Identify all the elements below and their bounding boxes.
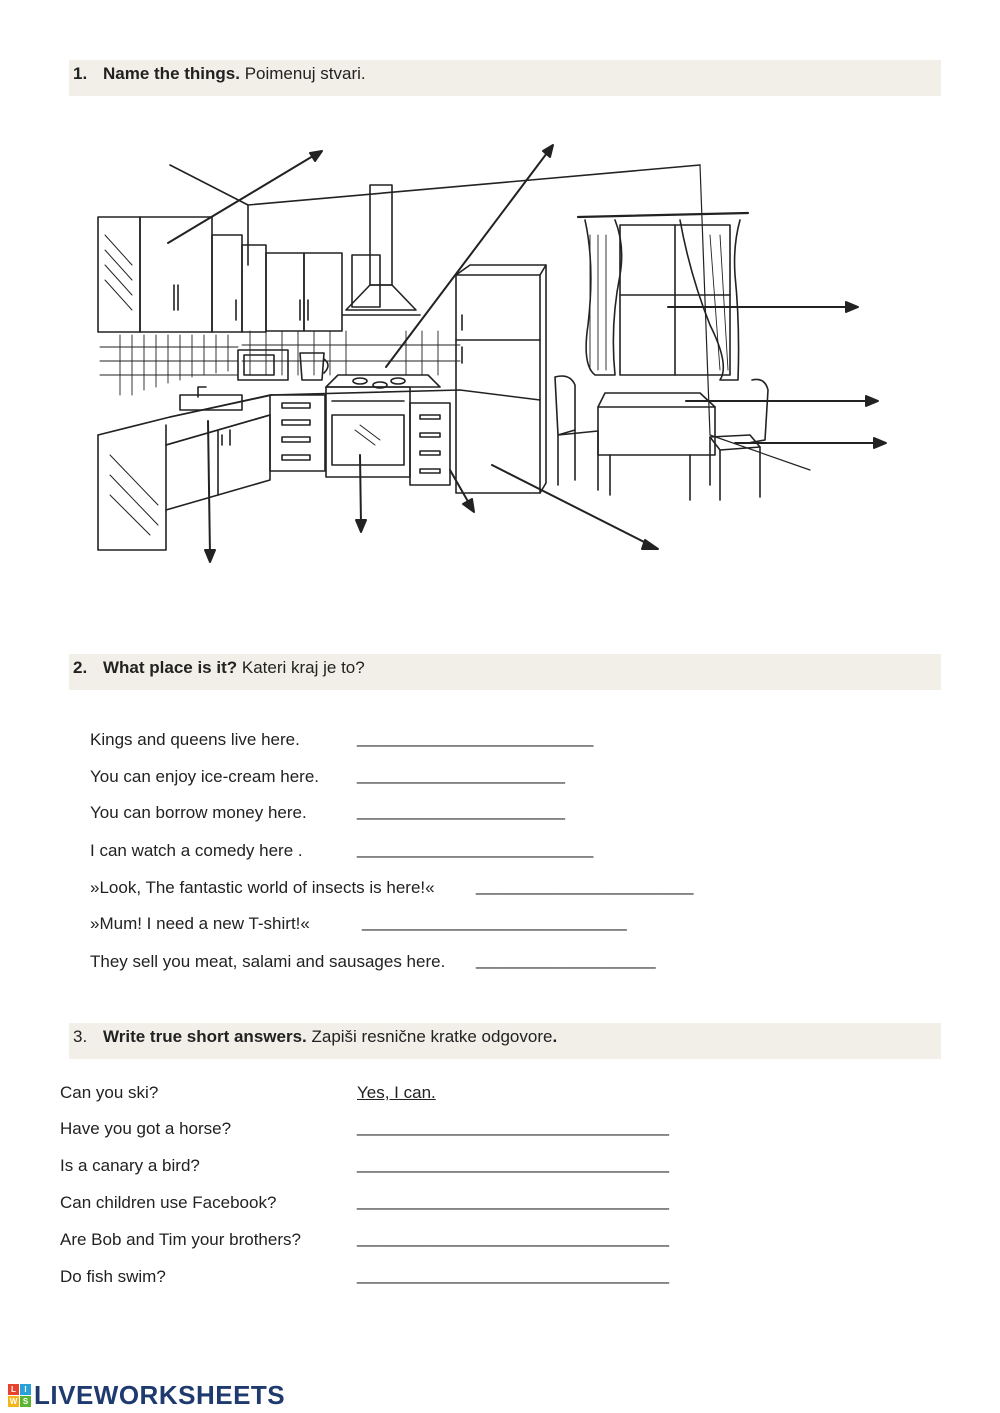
logo-tile: W	[9, 1397, 18, 1406]
window-curtains	[578, 213, 748, 380]
place-question-6: »Mum! I need a new T-shirt!«	[90, 914, 310, 933]
short-answer-5[interactable]: _________________________________	[357, 1228, 670, 1247]
short-answer-1: Yes, I can.	[357, 1083, 436, 1102]
place-question-3: You can borrow money here.	[90, 803, 307, 822]
place-answer-1[interactable]: _________________________	[357, 728, 594, 747]
place-answer-6[interactable]: ____________________________	[362, 912, 627, 931]
logo-tile: S	[20, 1396, 31, 1407]
short-question-5: Are Bob and Tim your brothers?	[60, 1230, 301, 1249]
section-1-header	[69, 60, 941, 96]
section-2-number: 2.	[73, 658, 88, 677]
short-question-3: Is a canary a bird?	[60, 1156, 200, 1175]
logo-tile: I	[20, 1384, 31, 1395]
section-2-header	[69, 654, 941, 690]
place-question-4: I can watch a comedy here .	[90, 841, 303, 860]
section-3-number: 3.	[73, 1027, 88, 1046]
short-question-6: Do fish swim?	[60, 1267, 166, 1286]
kitchen-illustration	[70, 125, 900, 575]
section-3-period: .	[552, 1027, 558, 1046]
place-question-7: They sell you meat, salami and sausages here.	[90, 952, 446, 971]
side-drawers	[410, 403, 450, 485]
logo-icon	[8, 1384, 31, 1407]
short-question-2: Have you got a horse?	[60, 1119, 232, 1138]
section-1-title: Name the things.	[103, 64, 240, 83]
fridge	[456, 265, 546, 493]
section-2-title: What place is it?	[103, 658, 238, 677]
short-answer-4[interactable]: _________________________________	[357, 1191, 670, 1210]
upper-cabinets	[98, 217, 380, 332]
lower-cabinets	[98, 387, 540, 550]
place-answer-7[interactable]: ___________________	[476, 950, 656, 969]
section-2-subtitle: Kateri kraj je to?	[241, 658, 365, 677]
section-3-title: Write true short answers.	[103, 1027, 307, 1046]
liveworksheets-logo[interactable]	[8, 1380, 285, 1411]
short-question-1: Can you ski?	[60, 1083, 159, 1102]
place-answer-5[interactable]: _______________________	[476, 876, 694, 895]
drawers	[270, 395, 325, 471]
place-question-2: You can enjoy ice-cream here.	[90, 767, 320, 786]
place-answer-2[interactable]: ______________________	[357, 765, 566, 784]
short-answer-2[interactable]: _________________________________	[357, 1117, 670, 1136]
short-answer-3[interactable]: _________________________________	[357, 1154, 670, 1173]
section-3-header	[69, 1023, 941, 1059]
place-answer-3[interactable]: ______________________	[357, 801, 566, 820]
place-question-1: Kings and queens live here.	[90, 730, 300, 749]
short-question-4: Can children use Facebook?	[60, 1193, 277, 1212]
microwave	[238, 350, 288, 380]
place-answer-4[interactable]: _________________________	[357, 839, 594, 858]
logo-tile: L	[8, 1384, 19, 1395]
section-1-number: 1.	[73, 64, 88, 83]
label-arrows	[168, 145, 886, 562]
section-3-subtitle: Zapiši resnične kratke odgovore	[311, 1027, 553, 1046]
table-chairs	[555, 376, 768, 500]
place-question-5: »Look, The fantastic world of insects is here!«	[90, 878, 435, 897]
section-1-subtitle: Poimenuj stvari.	[244, 64, 366, 83]
logo-text: LIVEWORKSHEETS	[34, 1380, 286, 1410]
short-answer-6[interactable]: _________________________________	[357, 1265, 670, 1284]
range-hood	[342, 185, 420, 315]
